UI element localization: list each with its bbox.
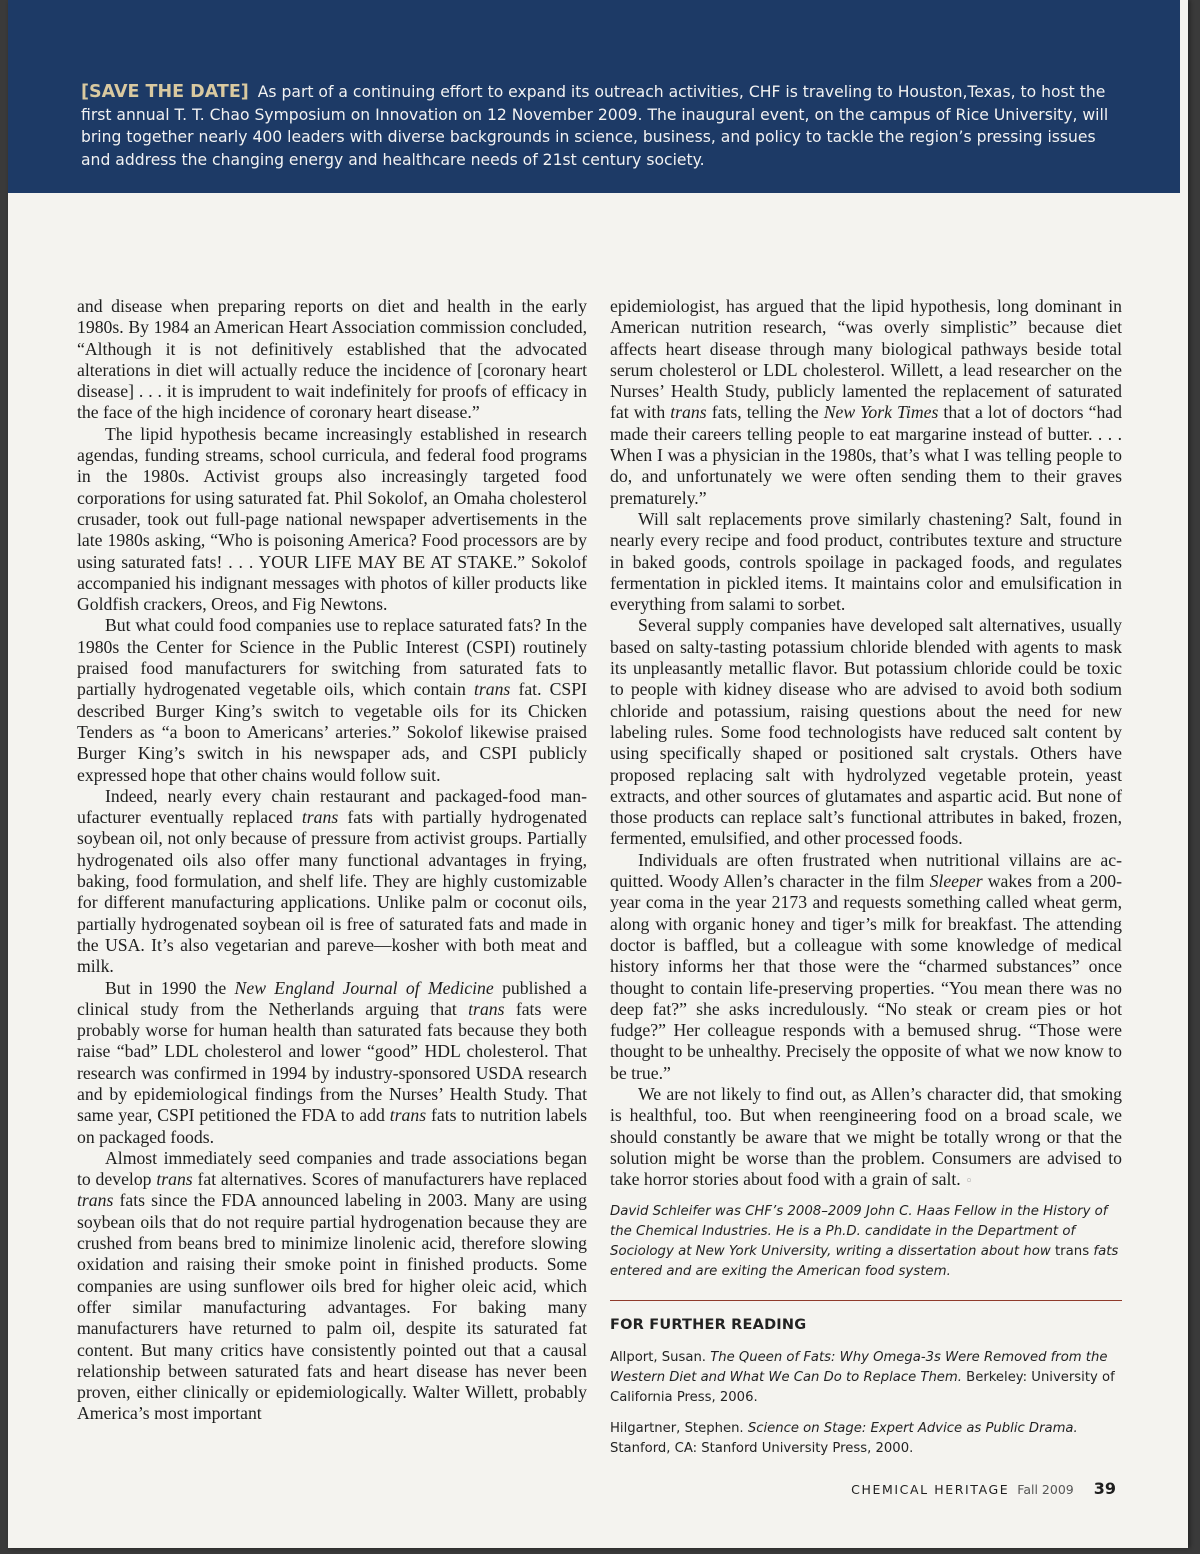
publication-name: CHEMICAL HERITAGE [851,1482,1010,1497]
right-paragraph-3: Several supply companies have developed salt alternatives, usually based on salty-tasting potassium chloride blended with agents to mask its unpleasantly metallic flavor. But potassium chloride could be toxic to people with kidney disease who are advised to avoid both sodium chloride and potassium, raising questions about the need for new labeling rules. Some food technologists have reduced salt content by using specifically shaped or positioned salt crystals. Others have proposed replacing salt with hydrolyzed vegetable protein, yeast extracts, and other sources of glutamates and aspartic acid. But none of those products can replace salt’s functional attributes in baked, frozen, fermented, emulsified, and other processed foods. [610,615,1122,849]
banner-text: As part of a continuing effort to expand its outreach activities, CHF is traveling to Houston,Texas, to host the first annual T. T. Chao Symposium on Innovation on 12 November 2009. The inaugural event, on the campus of Rice University, will bring together nearly 400 leaders with diverse backgrounds in science, business, and policy to tackle the region’s pressing issues and address the changing energy and healthcare needs of 21st century society. [81,83,1109,169]
save-the-date-banner [8,0,1180,193]
reference-item: Allport, Susan. The Queen of Fats: Why Omega-3s Were Removed from the Western Diet and What We Can Do to Replace Them. Berkeley: University of California Press, 2006. [610,1349,1115,1405]
left-paragraph-6: Almost immediately seed companies and trade associations began to develop trans fat alternatives. Scores of manufacturers have replaced trans fats since the FDA announced labeling in 2003. Many are using soybean oils that do not require partial hydrogenation because they are crushed from beans bred to minimize linolenic acid, therefore slowing oxidation and raising their smoke point in finished products. Some companies are using sunflower oils bred for higher oleic acid, which offer similar manufacturing advantages. For baking many manufacturers have returned to palm oil, despite its saturated fat content. But many critics have consistently pointed out that a causal relationship between saturated fats and heart disease has never been proven, either clinically or epidemiologically. Walter Willett, probably America’s most important [77,1147,588,1424]
issue-date: Fall 2009 [1017,1482,1074,1497]
author-bio: David Schleifer was CHF’s 2008–2009 John C. Haas Fellow in the History of the Chemical Industries. He is a Ph.D. candidate in the Department of Sociology at New York University, writing a dissertation about how trans fats entered and are exiting the American food system. [610,1204,1119,1279]
left-column [77,296,587,1425]
right-paragraph-1: epidemiologist, has argued that the lipid hypothesis, long dominant in American nutrition research, “was overly simplistic” because diet affects heart disease through many biological pathways beside total serum cholesterol or LDL cholesterol. Willett, a lead researcher on the Nurses’ Health Study, publicly lamented the replacement of saturated fat with trans fats, telling the New York Times that a lot of doctors “had made their careers telling people to eat margarine instead of butter. . . . When I was a physician in the 1980s, that’s what I was telling people to do, and unfortunately we were often sending them to their graves prematurely.” [610,296,1123,508]
left-paragraph-5: But in 1990 the New England Journal of Medicine published a clinical study from the Netherlands arguing that trans fats were probably worse for human health than saturated fats because they both raise “bad” LDL cholesterol and lower “good” HDL cholesterol. That research was confirmed in 1994 by industry-sponsored USDA research and by epidemiological findings from the Nurses’ Health Study. That same year, CSPI petitioned the FDA to add trans fats to nutrition labels on packaged foods. [77,977,588,1147]
right-paragraph-2: Will salt replacements prove similarly chastening? Salt, found in nearly every recipe and food product, contributes texture and structure in baked goods, controls spoilage in packaged foods, and regulates fermentation in pickled items. It maintains color and emulsification in everything from salami to sorbet. [610,508,1122,615]
end-mark-icon: ◦ [965,1174,973,1190]
left-paragraph-4: Indeed, nearly every chain restaurant and packaged-food manufacturer eventually replaced trans fats with partially hydrogenated soybean oil, not only because of pressure from activist groups. Partially hydrogenated oils also offer many functional advantages in frying, baking, food formulation, and shelf life. They are highly customizable for different manufacturing applications. Unlike palm or coconut oils, partially hydrogenated soybean oil is free of saturated fats and made in the USA. It’s also vegetarian and pareve—kosher with both meat and milk. [77,785,588,977]
magazine-page [8,0,1188,1548]
right-paragraph-4: Individuals are often frustrated when nutritional villains are acquitted. Woody Allen’s character in the film Sleeper wakes from a 200-year coma in the year 2173 and requests something called wheat germ, along with organic honey and tiger’s milk for breakfast. The attending doctor is baffled, but a colleague with some knowledge of medical history informs her that those were the “charmed substances” once thought to contain life-preserving properties. “You mean there was no deep fat?” she asks incredulously. “No steak or cream pies or hot fudge?” Her colleague responds with a bemused shrug. “Those were thought to be unhealthy. Precisely the opposite of what we now know to be true.” [610,849,1123,1083]
page-footer [851,1479,1116,1498]
right-column [610,296,1122,1471]
right-paragraph-5: We are not likely to find out, as Allen’s character did, that smoking is healthful, too. But when reengineering food on a broad scale, we should constantly be aware that we might be totally wrong or that the solution might be worse than the problem. Consumers are advised to take horror stories about food with a grain of salt. ◦ [610,1083,1122,1190]
left-paragraph-2: The lipid hypothesis became increasingly established in research agendas, funding streams, school curricula, and federal food programs in the 1980s. Activist groups also increasingly targeted food corporations for using saturated fat. Phil Sokolof, an Omaha cholesterol crusader, took out full-page national newspaper advertisements in the late 1980s asking, “Who is poisoning America? Food processors are by using saturated fats! . . . YOUR LIFE MAY BE AT STAKE.” Sokolof accompanied his indignant messages with photos of killer products like Goldfish crackers, Oreos, and Fig Newtons. [77,423,587,615]
further-reading-heading: FOR FURTHER READING [610,1316,807,1333]
left-paragraph-1: and disease when preparing reports on diet and health in the early 1980s. By 1984 an American Heart Association commission concluded, “Although it is not definitively established that the advocated alterations in diet will actually reduce the incidence of [coronary heart disease] . . . it is imprudent to wait indefinitely for proofs of efficacy in the face of the high incidence of coronary heart disease.” [77,296,587,423]
left-paragraph-3: But what could food companies use to replace saturated fats? In the 1980s the Center for Science in the Public Interest (CSPI) routinely praised food manufacturers for switching from saturated fats to partially hydrogenated vegetable oils, which contain trans fat. CSPI described Burger King’s switch to vegetable oils for its Chicken Tenders as “a boon to Americans’ arteries.” Sokolof likewise praised Burger King’s switch in his newspaper ads, and CSPI publicly expressed hope that other chains would follow suit. [77,615,587,785]
section-divider [610,1300,1122,1301]
save-the-date-label: [SAVE THE DATE] [81,82,249,102]
page-number: 39 [1093,1479,1116,1498]
reference-item: Hilgartner, Stephen. Science on Stage: Expert Advice as Public Drama. Stanford, CA: Stanford University Press, 2000. [610,1421,1078,1457]
